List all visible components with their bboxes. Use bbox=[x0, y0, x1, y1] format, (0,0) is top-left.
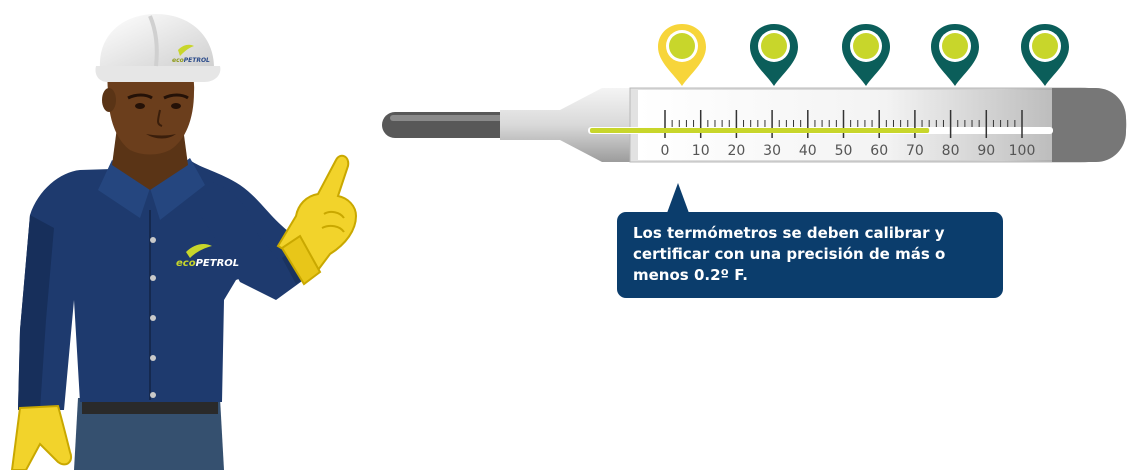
scale-label: 100 bbox=[1008, 143, 1036, 159]
scale-label: 20 bbox=[727, 143, 746, 159]
map-pin-icon bbox=[1019, 22, 1071, 88]
lower-glove bbox=[12, 406, 71, 470]
map-pin-icon bbox=[840, 22, 892, 88]
shirt-button bbox=[150, 392, 156, 398]
scale-label: 0 bbox=[660, 143, 670, 159]
tooltip-text: Los termómetros se deben calibrar y certificar con una precisión de más o menos 0.2º F. bbox=[633, 224, 946, 284]
shirt-button bbox=[150, 315, 156, 321]
pin-5[interactable] bbox=[1019, 22, 1071, 88]
eye bbox=[171, 103, 181, 109]
scale-label: 40 bbox=[798, 143, 817, 159]
map-pin-icon bbox=[656, 22, 708, 88]
scale-label: 80 bbox=[941, 143, 960, 159]
map-pin-icon bbox=[929, 22, 981, 88]
pin-dot bbox=[942, 33, 968, 59]
thermometer bbox=[382, 88, 1126, 162]
belt bbox=[82, 402, 218, 414]
scale-label: 10 bbox=[691, 143, 710, 159]
scale-label: 90 bbox=[977, 143, 996, 159]
pin-1[interactable] bbox=[656, 22, 708, 88]
pin-dot bbox=[669, 33, 695, 59]
thermometer-tube bbox=[500, 88, 640, 162]
tooltip-bubble bbox=[617, 212, 1003, 298]
scale-label: 30 bbox=[763, 143, 782, 159]
shirt-button bbox=[150, 275, 156, 281]
pin-dot bbox=[761, 33, 787, 59]
pin-dot bbox=[1032, 33, 1058, 59]
helmet-brim bbox=[96, 66, 221, 82]
scale-label: 50 bbox=[834, 143, 853, 159]
pin-4[interactable] bbox=[929, 22, 981, 88]
pin-dot bbox=[853, 33, 879, 59]
pin-2[interactable] bbox=[748, 22, 800, 88]
eye bbox=[135, 103, 145, 109]
pin-3[interactable] bbox=[840, 22, 892, 88]
shirt-button bbox=[150, 237, 156, 243]
scale-label: 70 bbox=[905, 143, 924, 159]
tooltip-pointer bbox=[667, 183, 689, 213]
worker-character bbox=[12, 14, 356, 470]
svg-text:ecoPETROL: ecoPETROL bbox=[172, 57, 210, 64]
svg-text:ecoPETROL: ecoPETROL bbox=[176, 258, 240, 269]
ear bbox=[102, 88, 116, 112]
shirt-button bbox=[150, 355, 156, 361]
mercury-bar bbox=[590, 128, 929, 133]
scale-label: 60 bbox=[870, 143, 889, 159]
map-pin-icon bbox=[748, 22, 800, 88]
